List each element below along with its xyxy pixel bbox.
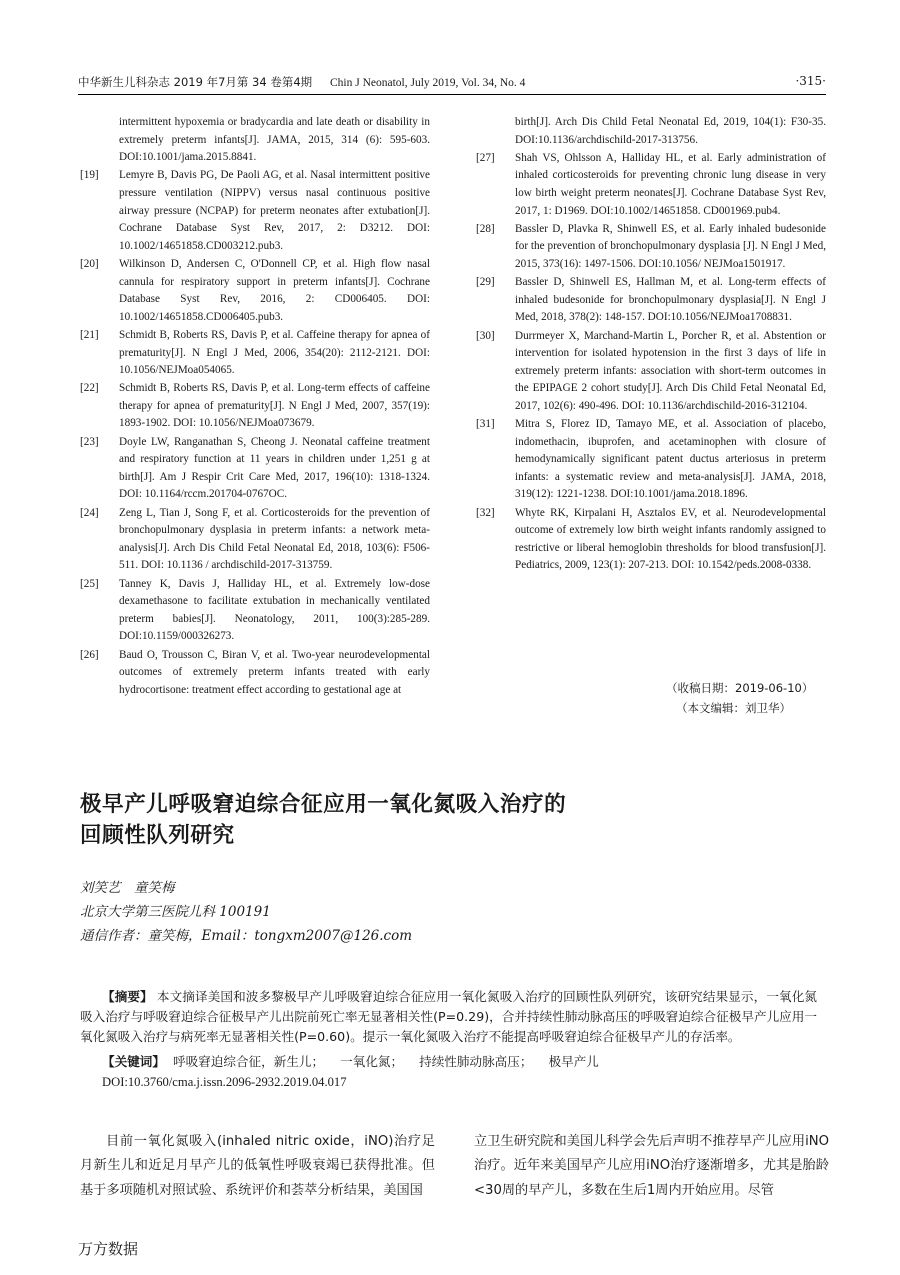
abstract-label: 【摘要】 xyxy=(102,989,153,1004)
author-block xyxy=(80,876,412,948)
reference-text: Mitra S, Florez ID, Tamayo ME, et al. Association of placebo, indomethacin, ibuprofen, and acetaminophen with closure of hemodynamically significant patent ductus arteriosus in preterm infants: a systematic review and meta-analysis[J]. JAMA, 2018, 319(12): 1221-1238. DOI:10.1001/jama.2018.1896. xyxy=(515,418,826,501)
reference-number: [29] xyxy=(476,276,495,289)
received-info xyxy=(666,678,813,718)
article-title-line: 回顾性队列研究 xyxy=(80,823,235,848)
page-header xyxy=(78,72,826,95)
body-column-right xyxy=(474,1130,829,1203)
reference-number: [21] xyxy=(80,328,99,341)
reference-number: [28] xyxy=(476,222,495,235)
reference-item xyxy=(80,647,430,700)
reference-number: [19] xyxy=(80,169,99,182)
reference-item xyxy=(80,576,430,646)
reference-text: Bassler D, Plavka R, Shinwell ES, et al. Early inhaled budesonide for the prevention of bronchopulmonary dysplasia [J]. N Engl J Med, 2015, 373(16): 1497-1506. DOI:10.1056/ NEJMoa1501917. xyxy=(515,222,826,270)
reference-text: Durrmeyer X, Marchand-Martin L, Porcher R, et al. Abstention or intervention for isolated hypotension in the first 3 days of life in extremely preterm infants: association with short-term outcomes in the EPIPAGE 2 cohort study[J]. Arch Dis Child Fetal Neonatal Ed, 2017, 102(6): 490-496. DOI: 10.1136/archdischild-2016-312104. xyxy=(515,329,826,412)
reference-text: Schmidt B, Roberts RS, Davis P, et al. Long-term effects of caffeine therapy for apnea of prematurity[J]. N Engl J Med, 2007, 357(19): 1893-1902. DOI: 10.1056/NEJMoa073679. xyxy=(119,382,430,430)
references-left-column xyxy=(80,114,430,700)
body-column-left xyxy=(80,1130,435,1203)
journal-name-cn: 中华新生儿科杂志 2019 年7月第 34 卷第4期 xyxy=(78,75,313,89)
reference-number: [24] xyxy=(80,506,99,519)
reference-number: [20] xyxy=(80,257,99,270)
reference-item xyxy=(476,328,826,416)
reference-item xyxy=(80,505,430,575)
abstract-text: 本文摘译美国和波多黎极早产儿呼吸窘迫综合征应用一氧化氮吸入治疗的回顾性队列研究，该研究结果显示，一氧化氮吸入治疗与呼吸窘迫综合征极早产儿出院前死亡率无显著相关性(P=0.29)，合并持续性肺动脉高压的呼吸窘迫综合征极早产儿应用一氧化氮吸入治疗与病死率无显著相关性(P=0.60)。提示一氧化氮吸入治疗不能提高呼吸窘迫综合征极早产儿的存活率。 xyxy=(80,989,818,1045)
keywords-label: 【关键词】 xyxy=(102,1053,165,1069)
keyword: 极早产儿 xyxy=(548,1053,599,1069)
reference-number: [23] xyxy=(80,435,99,448)
affiliation: 北京大学第三医院儿科 100191 xyxy=(80,904,271,920)
reference-item xyxy=(476,114,826,149)
reference-text: Shah VS, Ohlsson A, Halliday HL, et al. Early administration of inhaled corticosteroids for preventing chronic lung disease in very low birth weight preterm neonates[J]. Cochrane Database Syst Rev, 2017, 1: D1969. DOI:10.1002/14651858. CD001969.pub4. xyxy=(515,151,826,217)
correspondence: 通信作者：童笑梅，Email：tongxm2007@126.com xyxy=(80,928,413,944)
keywords xyxy=(80,1052,817,1072)
reference-item xyxy=(80,327,430,380)
article-title-line: 极早产儿呼吸窘迫综合征应用一氧化氮吸入治疗的 xyxy=(80,792,567,817)
reference-item xyxy=(476,416,826,504)
authors: 刘笑艺 童笑梅 xyxy=(80,880,175,896)
reference-item xyxy=(476,150,826,220)
keyword: 持续性肺动脉高压； xyxy=(419,1053,533,1069)
reference-item xyxy=(476,274,826,327)
reference-item xyxy=(476,505,826,575)
body-paragraph: 目前一氧化氮吸入(inhaled nitric oxide，iNO)治疗足月新生儿和近足月早产儿的低氧性呼吸衰竭已获得批准。但基于多项随机对照试验、系统评价和荟萃分析结果，美国国 xyxy=(80,1134,435,1198)
reference-text: Bassler D, Shinwell ES, Hallman M, et al. Long-term effects of inhaled budesonide for bronchopulmonary dysplasia[J]. N Engl J Med, 2018, 378(2): 148-157. DOI:10.1056/NEJMoa1708831. xyxy=(515,276,826,324)
keyword: 呼吸窘迫综合征，新生儿； xyxy=(172,1053,325,1069)
reference-text: Lemyre B, Davis PG, De Paoli AG, et al. Nasal intermittent positive pressure ventilation (NIPPV) versus nasal continuous positive airway pressure (NCPAP) for preterm neonates after extubation[J]. Cochrane Database Syst Rev, 2017, 2: D3212. DOI: 10.1002/14651858.CD003212.pub3. xyxy=(119,169,430,252)
reference-text: intermittent hypoxemia or bradycardia and late death or disability in extremely preterm infants[J]. JAMA, 2015, 314 (6): 595-603. DOI:10.1001/jama.2015.8841. xyxy=(119,116,430,164)
reference-number: [27] xyxy=(476,151,495,164)
article-title xyxy=(80,789,566,851)
article-editor: （本文编辑：刘卫华） xyxy=(676,701,791,715)
reference-number: [25] xyxy=(80,577,99,590)
page-number: ·315· xyxy=(795,74,826,88)
reference-item xyxy=(80,434,430,504)
received-date: （收稿日期：2019-06-10） xyxy=(666,681,814,695)
reference-number: [22] xyxy=(80,382,99,395)
reference-text: Zeng L, Tian J, Song F, et al. Corticosteroids for the prevention of bronchopulmonary dysplasia in preterm infants: a network meta-analysis[J]. Arch Dis Child Fetal Neonatal Ed, 2018, 103(6): F506-511. DOI: 10.1136 / archdischild-2017-313759. xyxy=(119,506,430,572)
journal-info xyxy=(78,74,525,90)
reference-number: [31] xyxy=(476,418,495,431)
reference-text: Wilkinson D, Andersen C, O'Donnell CP, et al. High flow nasal cannula for respiratory support in preterm infants[J]. Cochrane Database Syst Rev, 2016, 2: CD006405. DOI: 10.1002/14651858.CD006405.pub3. xyxy=(119,257,430,323)
body-paragraph: 立卫生研究院和美国儿科学会先后声明不推荐早产儿应用iNO治疗。近年来美国早产儿应用iNO治疗逐渐增多，尤其是胎龄<30周的早产儿，多数在生后1周内开始应用。尽管 xyxy=(474,1134,829,1198)
reference-text: birth[J]. Arch Dis Child Fetal Neonatal Ed, 2019, 104(1): F30-35. DOI:10.1136/archdischild-2017-313756. xyxy=(515,116,826,146)
reference-item xyxy=(80,380,430,433)
abstract xyxy=(80,987,817,1092)
keyword: 一氧化氮； xyxy=(340,1053,404,1069)
reference-item xyxy=(80,114,430,167)
reference-item xyxy=(80,256,430,326)
journal-name-en: Chin J Neonatol, July 2019, Vol. 34, No. 4 xyxy=(329,77,526,89)
reference-text: Doyle LW, Ranganathan S, Cheong J. Neonatal caffeine treatment and respiratory function at 11 years in children under 1,251 g at birth[J]. Am J Respir Crit Care Med, 2017, 196(10): 1318-1324. DOI: 10.1164/rccm.201704-0767OC. xyxy=(119,435,430,501)
reference-number: [30] xyxy=(476,329,495,342)
references-right-column xyxy=(476,114,826,576)
doi: DOI:10.3760/cma.j.issn.2096-2932.2019.04.017 xyxy=(102,1074,347,1089)
reference-text: Tanney K, Davis J, Halliday HL, et al. Extremely low-dose dexamethasone to facilitate extubation in mechanically ventilated preterm babies[J]. Neonatology, 2011, 100(3):285-289. DOI:10.1159/000326273. xyxy=(119,577,430,643)
reference-number: [32] xyxy=(476,506,495,519)
reference-text: Schmidt B, Roberts RS, Davis P, et al. Caffeine therapy for apnea of prematurity[J]. N Engl J Med, 2006, 354(20): 2112-2121. DOI: 10.1056/NEJMoa054065. xyxy=(119,328,430,377)
reference-item xyxy=(476,221,826,274)
watermark: 万方数据 xyxy=(78,1240,139,1258)
reference-text: Whyte RK, Kirpalani H, Asztalos EV, et al. Neurodevelopmental outcome of extremely low birth weight infants randomly assigned to restrictive or liberal hemoglobin thresholds for blood transfusion[J]. Pediatrics, 2009, 123(1): 207-213. DOI: 10.1542/peds.2008-0338. xyxy=(515,506,826,572)
reference-item xyxy=(80,167,430,255)
abstract-paragraph xyxy=(80,987,817,1048)
reference-number: [26] xyxy=(80,648,99,661)
reference-text: Baud O, Trousson C, Biran V, et al. Two-year neurodevelopmental outcomes of extremely preterm infants treated with early hydrocortisone: treatment effect according to gestational age at xyxy=(119,648,430,696)
